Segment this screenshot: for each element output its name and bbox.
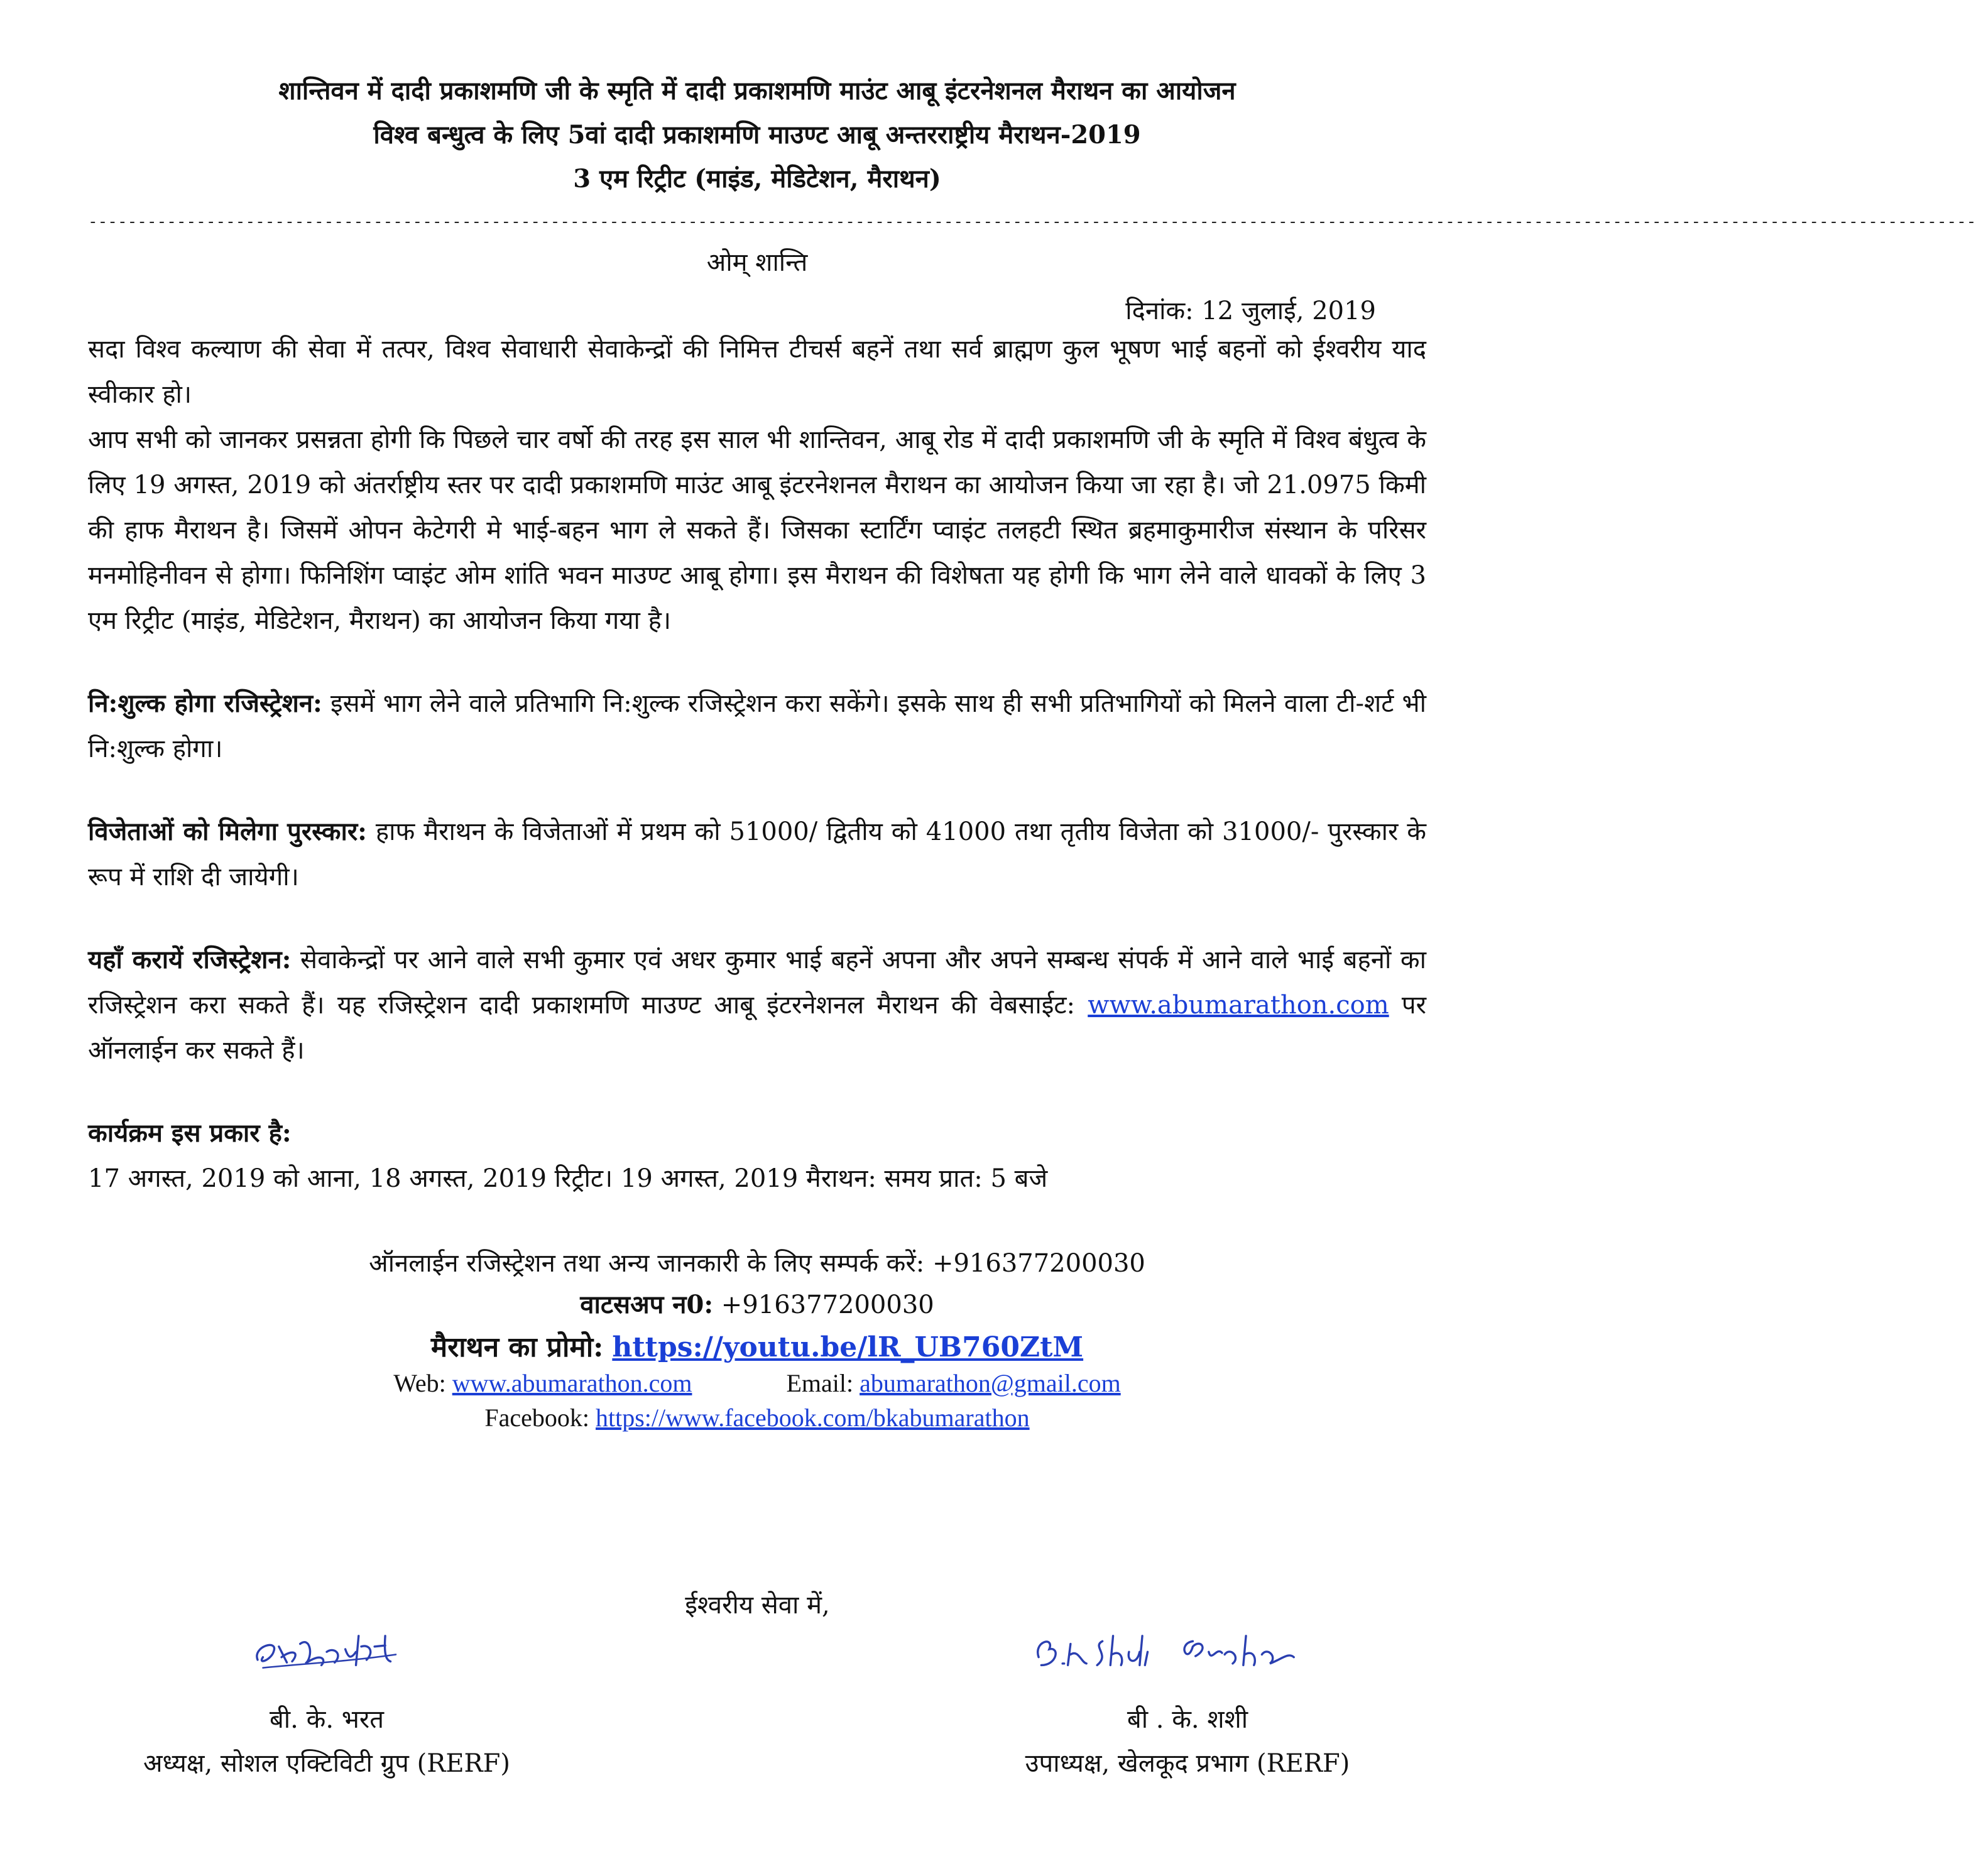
document-header	[88, 69, 1426, 201]
web-label: Web:	[393, 1369, 452, 1397]
registration-free-paragraph	[88, 681, 1426, 772]
facebook-line	[88, 1400, 1426, 1435]
signatory-left	[88, 1615, 565, 1786]
service-line: ईश्वरीय सेवा में,	[685, 1591, 830, 1620]
promo-link[interactable]: https://youtu.be/lR_UB760ZtM	[612, 1331, 1084, 1363]
program-heading-line	[88, 1111, 1426, 1156]
web-email-line	[88, 1366, 1426, 1400]
document-page	[88, 69, 1976, 1435]
letter-date: दिनांक: 12 जुलाई, 2019	[1125, 297, 1376, 325]
email-link[interactable]: abumarathon@gmail.com	[860, 1369, 1121, 1397]
promo-label: मैराथन का प्रोमो:	[430, 1331, 604, 1363]
website-link[interactable]: www.abumarathon.com	[1088, 991, 1389, 1020]
whatsapp-number: +916377200030	[713, 1290, 934, 1319]
signatory-left-title: अध्यक्ष, सोशल एक्टिविटी ग्रुप (RERF)	[143, 1749, 510, 1778]
signature-shashi-prabha	[986, 1615, 1389, 1684]
signatory-left-name: बी. के. भरत	[269, 1705, 385, 1734]
signatory-right-title: उपाध्यक्ष, खेलकूद प्रभाग (RERF)	[1025, 1749, 1350, 1778]
header-line-2: विश्व बन्धुत्व के लिए 5वां दादी प्रकाशमणि माउण्ट आबू अन्तरराष्ट्रीय मैराथन-2019	[373, 120, 1141, 150]
prize-text: हाफ मैराथन के विजेताओं में प्रथम को 51000/ द्वितीय को 41000 तथा तृतीय विजेता को 31000/- पुरस्कार के रूप में राशि दी जायेगी।	[88, 817, 1426, 892]
registration-free-heading: नि:शुल्क होगा रजिस्ट्रेशन:	[88, 689, 322, 718]
whatsapp-line	[88, 1287, 1426, 1323]
prize-paragraph	[88, 809, 1426, 900]
program-heading: कार्यक्रम इस प्रकार है:	[88, 1118, 292, 1148]
facebook-link[interactable]: https://www.facebook.com/bkabumarathon	[596, 1404, 1030, 1432]
signature-bharat	[226, 1615, 427, 1684]
web-link[interactable]: www.abumarathon.com	[452, 1369, 692, 1397]
header-line-1: शान्तिवन में दादी प्रकाशमणि जी के स्मृति में दादी प्रकाशमणि माउंट आबू इंटरनेशनल मैराथन का आयोजन	[278, 76, 1236, 106]
registration-free-text: इसमें भाग लेने वाले प्रतिभागि नि:शुल्क रजिस्ट्रेशन करा सकेंगे। इसके साथ ही सभी प्रतिभागियों को मिलने वाला टी-शर्ट भी नि:शुल्क होगा।	[88, 689, 1427, 763]
where-register-text: सेवाकेन्द्रों पर आने वाले सभी कुमार एवं अधर कुमार भाई बहनें अपना और अपने सम्बन्ध संपर्क में आने वाले भाई बहनों का रजिस्ट्रेशन करा सकते हैं। यह रजिस्ट्रेशन दादी प्रकाशमणि माउण्ट आबू इंटरनेशनल मैराथन की वेबसाईट:	[88, 946, 1427, 1020]
facebook-label: Facebook:	[484, 1404, 596, 1432]
where-register-paragraph	[88, 937, 1426, 1073]
prize-heading: विजेताओं को मिलेगा पुरस्कार:	[88, 817, 367, 846]
email-label: Email:	[786, 1369, 860, 1397]
program-text: 17 अगस्त, 2019 को आना, 18 अगस्त, 2019 रिट्रीट। 19 अगस्त, 2019 मैराथन: समय प्रात: 5 बजे	[88, 1164, 1048, 1193]
om-shanti: ओम् शान्ति	[706, 248, 808, 277]
promo-line	[88, 1329, 1426, 1366]
whatsapp-label: वाटसअप न0:	[580, 1290, 714, 1319]
signatory-right-name: बी . के. शशी	[1127, 1705, 1248, 1734]
signatory-right	[949, 1615, 1426, 1786]
contact-line: ऑनलाईन रजिस्ट्रेशन तथा अन्य जानकारी के लिए सम्पर्क करें: +916377200030	[369, 1249, 1145, 1278]
header-line-3: 3 एम रिट्रीट (माइंड, मेडिटेशन, मैराथन)	[573, 164, 941, 194]
dashed-divider: ------------------------------------------------------------------------------------------------------------------------------------------------------------------------------------------------	[88, 212, 1976, 231]
greeting-paragraph: सदा विश्व कल्याण की सेवा में तत्पर, विश्व सेवाधारी सेवाकेन्द्रों की निमित्त टीचर्स बहनें तथा सर्व ब्राह्मण कुल भूषण भाई बहनों को ईश्वरीय याद स्वीकार हो।	[88, 335, 1426, 409]
intro-paragraph: आप सभी को जानकर प्रसन्नता होगी कि पिछले चार वर्षो की तरह इस साल भी शान्तिवन, आबू रोड में दादी प्रकाशमणि जी के स्मृति में विश्व बंधुत्व के लिए 19 अगस्त, 2019 को अंतर्राष्ट्रीय स्तर पर दादी प्रकाशमणि माउंट आबू इंटरनेशनल मैराथन का आयोजन किया जा रहा है। जो 21.0975 किमी की हाफ मैराथन है। जिसमें ओपन केटेगरी मे भाई-बहन भाग ले सकते हैं। जिसका स्टार्टिंग प्वाइंट तलहटी स्थित ब्रहमाकुमारीज संस्थान के परिसर मनमोहिनीवन से होगा। फिनिशिंग प्वाइंट ओम शांति भवन माउण्ट आबू होगा। इस मैराथन की विशेषता यह होगी कि भाग लेने वाले धावकों के लिए 3 एम रिट्रीट (माइंड, मेडिटेशन, मैराथन) का आयोजन किया गया है।	[88, 425, 1426, 635]
where-register-heading: यहाँ करायें रजिस्ट्रेशन:	[88, 945, 292, 974]
where-register-tail: पर ऑनलाईन कर सकते हैं।	[88, 991, 1426, 1065]
